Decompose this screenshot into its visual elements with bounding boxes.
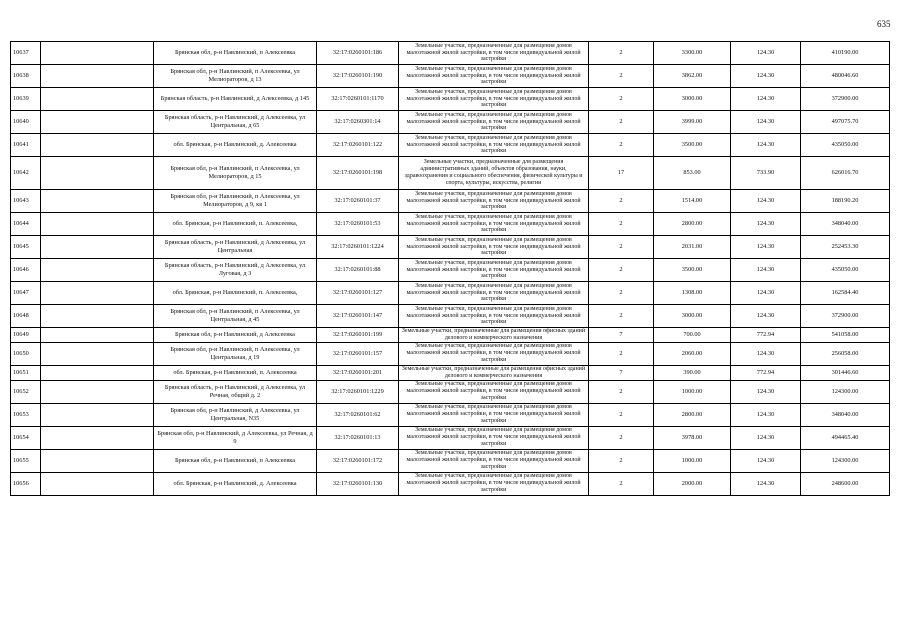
cadastral-number-cell: 32:17:0260101:130 <box>317 472 399 495</box>
land-use-cell: Земельные участки, предназначенные для размещения домов малоэтажной жилой застройки, в том числе индивидуальной жилой застройки <box>399 236 589 259</box>
address-cell: обл. Брянская, р-н Навлинский, п. Алексеевка, <box>154 213 317 236</box>
blank-cell <box>41 282 154 305</box>
area-cell: 2800.00 <box>654 403 731 426</box>
specific-value-cell: 124.30 <box>731 472 801 495</box>
cadastral-value-cell: 435050.00 <box>801 134 890 157</box>
area-cell: 2000.00 <box>654 472 731 495</box>
area-cell: 853.00 <box>654 157 731 190</box>
cadastral-number-cell: 32:17:0260101:122 <box>317 134 399 157</box>
cadastral-value-cell: 372900.00 <box>801 88 890 111</box>
table-row <box>11 134 890 157</box>
table-row <box>11 305 890 328</box>
address-cell: Брянская обл, р-н Навлинский, п Алексеевка, ул Мелиораторов, д 9, кв 1 <box>154 190 317 213</box>
table-row <box>11 403 890 426</box>
land-use-cell: Земельные участки, предназначенные для размещения домов малоэтажной жилой застройки, в том числе индивидуальной жилой застройки <box>399 342 589 365</box>
cadastral-number-cell: 32:17:0260101:13 <box>317 426 399 449</box>
table-row <box>11 259 890 282</box>
cadastral-value-cell: 541058.00 <box>801 328 890 343</box>
address-cell: Брянская обл, р-н Навлинский, д Алексеевка <box>154 328 317 343</box>
row-number-cell: 10655 <box>11 449 41 472</box>
area-cell: 3500.00 <box>654 259 731 282</box>
land-use-cell: Земельные участки, предназначенные для размещения домов малоэтажной жилой застройки, в том числе индивидуальной жилой застройки <box>399 259 589 282</box>
area-cell: 700.00 <box>654 328 731 343</box>
table-body <box>11 42 890 496</box>
use-group-cell: 2 <box>589 42 654 65</box>
specific-value-cell: 124.30 <box>731 449 801 472</box>
use-group-cell: 7 <box>589 365 654 380</box>
address-cell: обл. Брянская, р-н Навлинский, п. Алексеевка <box>154 365 317 380</box>
table-row <box>11 236 890 259</box>
area-cell: 2060.00 <box>654 342 731 365</box>
use-group-cell: 2 <box>589 111 654 134</box>
page-number: 635 <box>877 19 891 29</box>
address-cell: Брянская область, р-н Навлинский, д Алексеевка, ул Центральная <box>154 236 317 259</box>
land-use-cell: Земельные участки, предназначенные для размещения домов малоэтажной жилой застройки, в том числе индивидуальной жилой застройки <box>399 472 589 495</box>
cadastral-number-cell: 32:17:0260101:201 <box>317 365 399 380</box>
use-group-cell: 17 <box>589 157 654 190</box>
land-use-cell: Земельные участки, предназначенные для размещения административных зданий, объектов образования, науки, здравоохранения и социального обеспечения, физической культуры и спорта, культуры, искусства, религии <box>399 157 589 190</box>
cadastral-value-cell: 348040.00 <box>801 403 890 426</box>
use-group-cell: 2 <box>589 282 654 305</box>
address-cell: Брянская обл, р-н Навлинский, п Алексеевка, ул Мелиораторов, д 15 <box>154 157 317 190</box>
row-number-cell: 10638 <box>11 65 41 88</box>
blank-cell <box>41 111 154 134</box>
cadastral-number-cell: 32:17:0260101:198 <box>317 157 399 190</box>
address-cell: Брянская область, р-н Навлинский, д Алексеевка, ул Центральная, д 65 <box>154 111 317 134</box>
row-number-cell: 10647 <box>11 282 41 305</box>
row-number-cell: 10642 <box>11 157 41 190</box>
use-group-cell: 7 <box>589 328 654 343</box>
row-number-cell: 10645 <box>11 236 41 259</box>
table-row <box>11 190 890 213</box>
specific-value-cell: 124.30 <box>731 259 801 282</box>
land-use-cell: Земельные участки, предназначенные для размещения домов малоэтажной жилой застройки, в том числе индивидуальной жилой застройки <box>399 213 589 236</box>
cadastral-value-cell: 124300.00 <box>801 449 890 472</box>
specific-value-cell: 733.90 <box>731 157 801 190</box>
address-cell: Брянская обл, р-н Навлинский, п Алексеевка <box>154 42 317 65</box>
cadastral-number-cell: 32:17:0260101:186 <box>317 42 399 65</box>
use-group-cell: 2 <box>589 472 654 495</box>
land-use-cell: Земельные участки, предназначенные для размещения домов малоэтажной жилой застройки, в том числе индивидуальной жилой застройки <box>399 449 589 472</box>
area-cell: 3500.00 <box>654 134 731 157</box>
blank-cell <box>41 190 154 213</box>
cadastral-value-cell: 497075.70 <box>801 111 890 134</box>
cadastral-value-cell: 248600.00 <box>801 472 890 495</box>
area-cell: 1000.00 <box>654 449 731 472</box>
address-cell: Брянская обл, р-н Навлинский, д Алексеевка, ул Речная, д 9 <box>154 426 317 449</box>
blank-cell <box>41 328 154 343</box>
land-use-cell: Земельные участки, предназначенные для размещения домов малоэтажной жилой застройки, в том числе индивидуальной жилой застройки <box>399 305 589 328</box>
blank-cell <box>41 449 154 472</box>
cadastral-number-cell: 32:17:0260101:147 <box>317 305 399 328</box>
address-cell: обл. Брянская, р-н Навлинский, п. Алексеевка, <box>154 282 317 305</box>
row-number-cell: 10652 <box>11 380 41 403</box>
blank-cell <box>41 403 154 426</box>
address-cell: обл. Брянская, р-н Навлинский, д. Алексеевка <box>154 472 317 495</box>
cadastral-number-cell: 32:17:0260101:199 <box>317 328 399 343</box>
row-number-cell: 10643 <box>11 190 41 213</box>
table-row <box>11 328 890 343</box>
use-group-cell: 2 <box>589 259 654 282</box>
row-number-cell: 10644 <box>11 213 41 236</box>
specific-value-cell: 124.30 <box>731 282 801 305</box>
cadastral-number-cell: 32:17:0260101:1229 <box>317 380 399 403</box>
row-number-cell: 10651 <box>11 365 41 380</box>
row-number-cell: 10649 <box>11 328 41 343</box>
land-use-cell: Земельные участки, предназначенные для размещения домов малоэтажной жилой застройки, в том числе индивидуальной жилой застройки <box>399 426 589 449</box>
blank-cell <box>41 213 154 236</box>
address-cell: Брянская обл, р-н Навлинский, п Алексеевка, ул Мелиораторов, д 13 <box>154 65 317 88</box>
specific-value-cell: 772.94 <box>731 328 801 343</box>
table-row <box>11 426 890 449</box>
cadastral-value-cell: 188190.20 <box>801 190 890 213</box>
address-cell: Брянская обл, р-н Навлинский, п Алексеевка, ул Центральная, д 45 <box>154 305 317 328</box>
area-cell: 1308.00 <box>654 282 731 305</box>
use-group-cell: 2 <box>589 380 654 403</box>
table-row <box>11 65 890 88</box>
table-row <box>11 88 890 111</box>
blank-cell <box>41 342 154 365</box>
table-row <box>11 472 890 495</box>
blank-cell <box>41 157 154 190</box>
table-row <box>11 342 890 365</box>
cadastral-number-cell: 32:17:0260101:190 <box>317 65 399 88</box>
row-number-cell: 10646 <box>11 259 41 282</box>
land-use-cell: Земельные участки, предназначенные для размещения домов малоэтажной жилой застройки, в том числе индивидуальной жилой застройки <box>399 65 589 88</box>
cadastral-value-cell: 256058.00 <box>801 342 890 365</box>
blank-cell <box>41 65 154 88</box>
cadastral-value-cell: 410190.00 <box>801 42 890 65</box>
specific-value-cell: 124.30 <box>731 342 801 365</box>
blank-cell <box>41 42 154 65</box>
specific-value-cell: 124.30 <box>731 65 801 88</box>
use-group-cell: 2 <box>589 342 654 365</box>
cadastral-number-cell: 32:17:0260101:157 <box>317 342 399 365</box>
blank-cell <box>41 88 154 111</box>
specific-value-cell: 124.30 <box>731 403 801 426</box>
address-cell: Брянская обл, р-н Навлинский, п Алексеевка <box>154 449 317 472</box>
cadastral-value-cell: 252453.30 <box>801 236 890 259</box>
cadastral-value-cell: 480046.60 <box>801 65 890 88</box>
use-group-cell: 2 <box>589 426 654 449</box>
cadastral-value-cell: 626016.70 <box>801 157 890 190</box>
address-cell: Брянская область, р-н Навлинский, д Алексеевка, ул Луговая, д 3 <box>154 259 317 282</box>
cadastral-value-cell: 348040.00 <box>801 213 890 236</box>
cadastral-number-cell: 32:17:0260101:88 <box>317 259 399 282</box>
row-number-cell: 10640 <box>11 111 41 134</box>
row-number-cell: 10656 <box>11 472 41 495</box>
cadastral-number-cell: 32:17:0260101:37 <box>317 190 399 213</box>
specific-value-cell: 124.30 <box>731 190 801 213</box>
address-cell: Брянская обл, р-н Навлинский, п Алексеевка, ул Центральная, д 19 <box>154 342 317 365</box>
specific-value-cell: 124.30 <box>731 426 801 449</box>
specific-value-cell: 124.30 <box>731 134 801 157</box>
specific-value-cell: 124.30 <box>731 42 801 65</box>
address-cell: Брянская обл, р-н Навлинский, д Алексеевка, ул Центральная, N35 <box>154 403 317 426</box>
specific-value-cell: 124.30 <box>731 88 801 111</box>
row-number-cell: 10654 <box>11 426 41 449</box>
cadastral-number-cell: 32:17:0260301:14 <box>317 111 399 134</box>
table-row <box>11 365 890 380</box>
cadastral-value-cell: 435050.00 <box>801 259 890 282</box>
use-group-cell: 2 <box>589 236 654 259</box>
area-cell: 3300.00 <box>654 42 731 65</box>
specific-value-cell: 772.94 <box>731 365 801 380</box>
use-group-cell: 2 <box>589 305 654 328</box>
address-cell: Брянская область, р-н Навлинский, д Алексеевка, д 145 <box>154 88 317 111</box>
table-row <box>11 42 890 65</box>
area-cell: 3000.00 <box>654 88 731 111</box>
specific-value-cell: 124.30 <box>731 380 801 403</box>
land-use-cell: Земельные участки, предназначенные для размещения домов малоэтажной жилой застройки, в том числе индивидуальной жилой застройки <box>399 134 589 157</box>
land-use-cell: Земельные участки, предназначенные для размещения домов малоэтажной жилой застройки, в том числе индивидуальной жилой застройки <box>399 282 589 305</box>
area-cell: 390.00 <box>654 365 731 380</box>
blank-cell <box>41 259 154 282</box>
land-use-cell: Земельные участки, предназначенные для размещения домов малоэтажной жилой застройки, в том числе индивидуальной жилой застройки <box>399 111 589 134</box>
cadastral-value-cell: 301446.60 <box>801 365 890 380</box>
area-cell: 3999.00 <box>654 111 731 134</box>
land-use-cell: Земельные участки, предназначенные для размещения домов малоэтажной жилой застройки, в том числе индивидуальной жилой застройки <box>399 380 589 403</box>
row-number-cell: 10650 <box>11 342 41 365</box>
specific-value-cell: 124.30 <box>731 305 801 328</box>
blank-cell <box>41 134 154 157</box>
land-use-cell: Земельные участки, предназначенные для размещения домов малоэтажной жилой застройки, в том числе индивидуальной жилой застройки <box>399 190 589 213</box>
address-cell: обл. Брянская, р-н Навлинский, д. Алексеевка <box>154 134 317 157</box>
area-cell: 3862.00 <box>654 65 731 88</box>
land-use-cell: Земельные участки, предназначенные для размещения домов малоэтажной жилой застройки, в том числе индивидуальной жилой застройки <box>399 88 589 111</box>
cadastral-number-cell: 32:17:0260101:127 <box>317 282 399 305</box>
cadastral-value-cell: 162584.40 <box>801 282 890 305</box>
land-use-cell: Земельные участки, предназначенные для размещения офисных зданий делового и коммерческого назначения <box>399 365 589 380</box>
cadastral-number-cell: 32:17:0260101:62 <box>317 403 399 426</box>
table-row <box>11 282 890 305</box>
cadastral-number-cell: 32:17:0260101:1170 <box>317 88 399 111</box>
cadastral-value-cell: 124300.00 <box>801 380 890 403</box>
blank-cell <box>41 365 154 380</box>
row-number-cell: 10639 <box>11 88 41 111</box>
land-use-cell: Земельные участки, предназначенные для размещения офисных зданий делового и коммерческого назначения <box>399 328 589 343</box>
use-group-cell: 2 <box>589 190 654 213</box>
blank-cell <box>41 305 154 328</box>
table-row <box>11 380 890 403</box>
specific-value-cell: 124.30 <box>731 111 801 134</box>
use-group-cell: 2 <box>589 403 654 426</box>
area-cell: 1514.00 <box>654 190 731 213</box>
cadastral-number-cell: 32:17:0260101:1224 <box>317 236 399 259</box>
use-group-cell: 2 <box>589 65 654 88</box>
specific-value-cell: 124.30 <box>731 236 801 259</box>
area-cell: 3978.00 <box>654 426 731 449</box>
land-use-cell: Земельные участки, предназначенные для размещения домов малоэтажной жилой застройки, в том числе индивидуальной жилой застройки <box>399 42 589 65</box>
cadastral-value-cell: 494465.40 <box>801 426 890 449</box>
cadastral-value-table <box>10 41 890 496</box>
blank-cell <box>41 426 154 449</box>
use-group-cell: 2 <box>589 88 654 111</box>
area-cell: 2800.00 <box>654 213 731 236</box>
row-number-cell: 10648 <box>11 305 41 328</box>
cadastral-value-cell: 372900.00 <box>801 305 890 328</box>
specific-value-cell: 124.30 <box>731 213 801 236</box>
table-row <box>11 213 890 236</box>
area-cell: 2031.00 <box>654 236 731 259</box>
cadastral-number-cell: 32:17:0260101:172 <box>317 449 399 472</box>
use-group-cell: 2 <box>589 213 654 236</box>
row-number-cell: 10653 <box>11 403 41 426</box>
land-use-cell: Земельные участки, предназначенные для размещения домов малоэтажной жилой застройки, в том числе индивидуальной жилой застройки <box>399 403 589 426</box>
row-number-cell: 10641 <box>11 134 41 157</box>
blank-cell <box>41 472 154 495</box>
use-group-cell: 2 <box>589 134 654 157</box>
blank-cell <box>41 236 154 259</box>
table-row <box>11 157 890 190</box>
cadastral-number-cell: 32:17:0260101:53 <box>317 213 399 236</box>
area-cell: 3000.00 <box>654 305 731 328</box>
row-number-cell: 10637 <box>11 42 41 65</box>
use-group-cell: 2 <box>589 449 654 472</box>
area-cell: 1000.00 <box>654 380 731 403</box>
table-row <box>11 449 890 472</box>
table-row <box>11 111 890 134</box>
address-cell: Брянская область, р-н Навлинский, д Алексеевка, ул Речная, общий д. 2 <box>154 380 317 403</box>
blank-cell <box>41 380 154 403</box>
